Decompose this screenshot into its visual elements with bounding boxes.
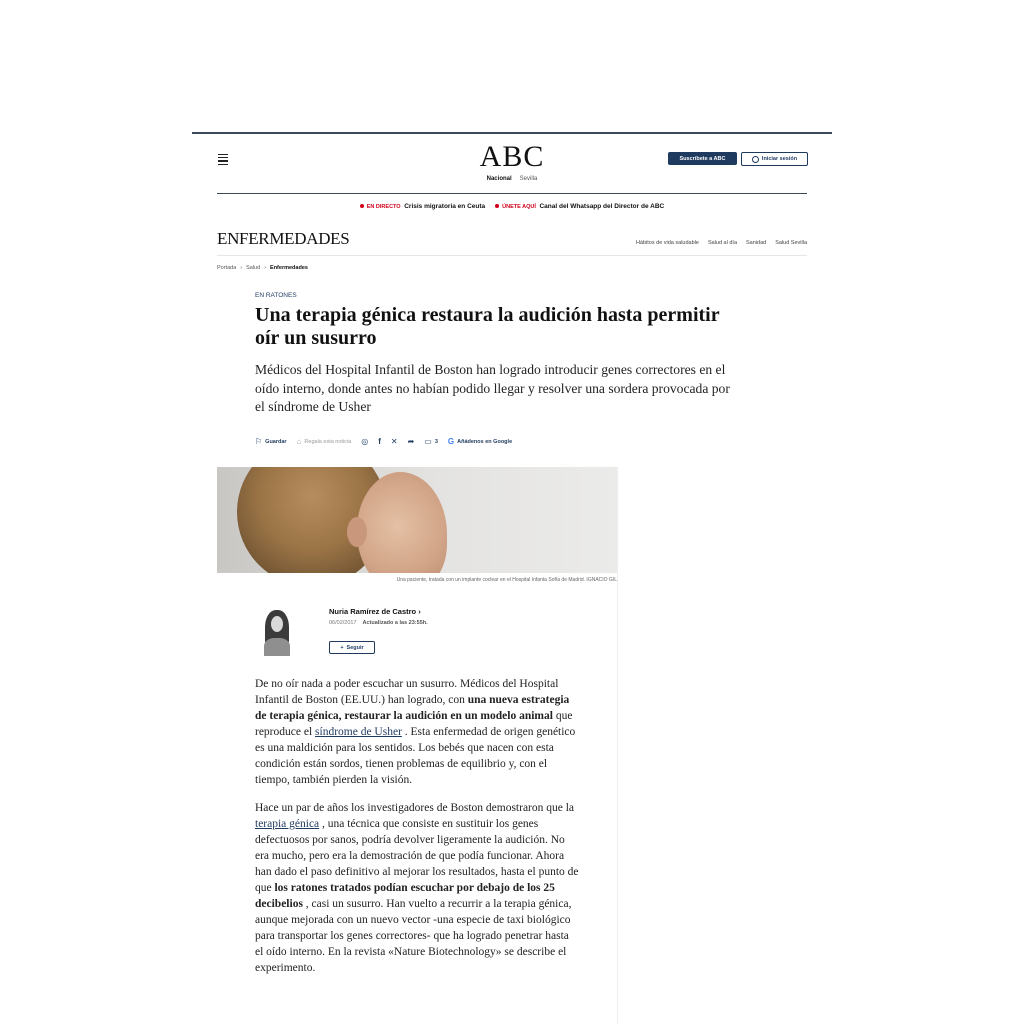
article-photo[interactable] [217,467,617,573]
breadcrumb-current[interactable]: Enfermedades [270,265,308,271]
top-border [192,132,832,134]
site-logo[interactable]: ABC [479,140,545,173]
whatsapp-icon[interactable]: ◎ [361,437,369,446]
user-icon [752,156,759,163]
header-divider [217,193,807,194]
section-nav [636,240,807,246]
updated-time: Actualizado a las 23:55h. [362,620,428,626]
ticker-tag: EN DIRECTO [366,204,401,210]
article-paragraph: De no oír nada a poder escuchar un susurro. Médicos del Hospital Infantil de Boston (EE.UU.) han logrado, con una nueva estrategia de terapia génica, restaurar la audición en un modelo animal que reproduce el síndrome de Usher . Esta enfermedad de origen genético es una maldición para los sentidos. Los bebés que nacen con esta condición están sordos, tienen problemas de equilibrio y, con el tiempo, también pierden la visión. [255,678,576,786]
section-nav-item[interactable]: Hábitos de vida saludable [635,240,699,246]
ticker-item[interactable] [360,203,485,210]
ticker-item[interactable] [495,203,664,210]
section-title[interactable]: ENFERMEDADES [217,229,350,248]
x-icon[interactable]: ✕ [390,437,398,446]
comments-count: 3 [434,438,438,445]
breadcrumb-item[interactable]: Salud [246,265,261,271]
login-button[interactable] [741,152,808,166]
section-nav-item[interactable]: Salud Sevilla [775,240,807,246]
save-label: Guardar [265,438,287,445]
ticker-headline: Canal del Whatsapp del Director de ABC [539,203,665,210]
google-icon: G [447,437,455,446]
gift-button[interactable] [297,437,352,446]
author-avatar[interactable] [260,610,296,656]
article-subtitle: Médicos del Hospital Infantil de Boston han logrado introducir genes correctores en el oído interno, donde antes no habían podido llegar y resolver una sordera provocada por el síndrome de Usher [255,362,730,414]
google-label: Añádenos en Google [457,438,513,445]
breadcrumb-separator: › [264,265,267,271]
ticker-headline: Crisis migratoria en Ceuta [404,203,486,210]
breaking-ticker [192,203,832,210]
section-nav-item[interactable]: Salud al día [707,240,738,246]
author-meta [329,620,428,626]
follow-label: Seguir [346,644,364,651]
follow-button[interactable] [329,641,375,654]
live-dot-icon [360,204,364,208]
edition-nacional[interactable]: Nacional [486,176,512,182]
bookmark-icon: ⚐ [255,437,263,446]
link-gene-therapy[interactable]: terapia génica [255,818,320,830]
photo-face [357,472,447,573]
breadcrumb-item[interactable]: Portada [217,265,237,271]
photo-caption: Una paciente, tratada con un implante coclear en el Hospital Infanta Sofía de Madrid. IGNACIO GIL [396,577,617,583]
comment-icon: ▭ [424,437,432,446]
live-dot-icon [495,204,499,208]
breadcrumb [217,265,308,271]
login-label: Iniciar sesión [761,156,798,162]
column-divider [617,467,618,1024]
photo-ear [347,517,367,547]
breadcrumb-separator: › [240,265,243,271]
link-usher[interactable]: síndrome de Usher [315,726,402,738]
section-divider [217,255,807,256]
facebook-icon[interactable]: f [378,437,381,446]
author-name[interactable]: Nuria Ramírez de Castro › [329,607,421,616]
plus-icon: + [340,644,344,651]
gift-label: Regala esta noticia [304,438,352,445]
share-bar [255,437,512,446]
section-nav-item[interactable]: Sanidad [746,240,767,246]
share-icon[interactable]: ➦ [407,437,415,446]
publish-date: 06/02/2017 [329,620,357,626]
article-headline: Una terapia génica restaura la audición hasta permitir oír un susurro [255,304,720,349]
edition-sevilla[interactable]: Sevilla [519,176,538,182]
google-follow-button[interactable] [448,437,512,446]
article-paragraph: Hace un par de años los investigadores de Boston demostraron que la terapia génica , una técnica que consiste en sustituir los genes defectuosos por sanos, podría devolver ligeramente la audición. No era mucho, pero era la demostración de que podía funcionar. Ahora han dado el paso definitivo al mejorar los resultados, hasta el punto de que los ratones tratados podían escuchar por debajo de los 25 decibelios , casi un susurro. Han vuelto a recurrir a la terapia génica, aunque mejorada con un nuevo vector -una especie de taxi biológico para transportar los genes correctores- que ha logrado penetrar hasta el oído interno. En la revista «Nature Biotechnology» se describe el experimento. [255,802,579,974]
article-kicker: EN RATONES [255,292,297,299]
save-button[interactable] [255,437,287,446]
edition-selector [192,176,832,182]
subscribe-button[interactable]: Suscríbete a ABC [668,152,737,165]
gift-icon: ⌂ [296,437,302,446]
comments-button[interactable] [424,437,438,446]
article-body [255,676,580,988]
ticker-tag: ÚNETE AQUÍ [502,204,536,210]
page [192,132,832,1024]
